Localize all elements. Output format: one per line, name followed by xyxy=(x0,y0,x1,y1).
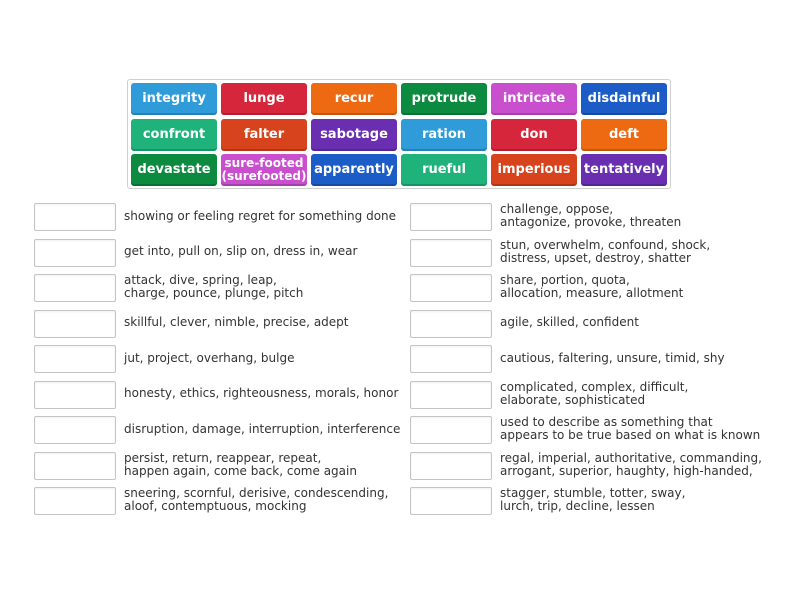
drop-target-box[interactable] xyxy=(410,203,492,231)
clue-text: sneering, scornful, derisive, condescending, aloof, contemptuous, mocking xyxy=(124,486,389,513)
clue-text: cautious, faltering, unsure, timid, shy xyxy=(500,350,725,365)
word-tile[interactable]: lunge xyxy=(221,83,307,115)
word-tile[interactable]: sabotage xyxy=(311,119,397,151)
word-tile[interactable]: rueful xyxy=(401,154,487,186)
clue-text: disruption, damage, interruption, interference xyxy=(124,421,401,436)
word-tile[interactable]: protrude xyxy=(401,83,487,115)
clue-text: persist, return, reappear, repeat, happen again, come back, come again xyxy=(124,450,357,478)
clue-text: share, portion, quota, allocation, measure, allotment xyxy=(500,273,684,300)
word-tile[interactable]: intricate xyxy=(491,83,577,115)
word-tile[interactable]: imperious xyxy=(491,154,577,186)
clue-text: agile, skilled, confident xyxy=(500,315,639,329)
word-tile[interactable]: falter xyxy=(221,119,307,151)
drop-target-box[interactable] xyxy=(410,274,492,302)
clue-text: regal, imperial, authoritative, commanding, arrogant, superior, haughty, high-handed, xyxy=(500,450,762,478)
word-tile[interactable]: ration xyxy=(401,119,487,151)
clue-text: attack, dive, spring, leap, charge, pounce, plunge, pitch xyxy=(124,273,304,300)
word-tile[interactable]: devastate xyxy=(131,154,217,186)
word-tile[interactable]: deft xyxy=(581,119,667,151)
clue-text: honesty, ethics, righteousness, morals, honor xyxy=(124,386,399,400)
word-tile[interactable]: disdainful xyxy=(581,83,667,115)
drop-target-box[interactable] xyxy=(34,487,116,515)
drop-target-box[interactable] xyxy=(34,310,116,338)
word-tile[interactable]: recur xyxy=(311,83,397,115)
clue-text: used to describe as something that appears to be true based on what is known xyxy=(500,415,761,442)
drop-target-box[interactable] xyxy=(34,239,116,267)
clue-text: stagger, stumble, totter, sway, lurch, trip, decline, lessen xyxy=(500,486,686,513)
drop-target-box[interactable] xyxy=(34,274,116,302)
word-tile[interactable]: apparently xyxy=(311,154,397,186)
clue-text: complicated, complex, difficult, elaborate, sophisticated xyxy=(500,379,689,407)
word-tile[interactable]: integrity xyxy=(131,83,217,115)
word-tile[interactable]: sure-footed (surefooted) xyxy=(221,154,307,186)
drop-target-box[interactable] xyxy=(34,345,116,373)
word-tile[interactable]: confront xyxy=(131,119,217,151)
drop-target-box[interactable] xyxy=(410,487,492,515)
word-tile[interactable]: tentatively xyxy=(581,154,667,186)
drop-target-box[interactable] xyxy=(410,381,492,409)
clue-text: stun, overwhelm, confound, shock, distress, upset, destroy, shatter xyxy=(500,237,711,265)
drop-target-box[interactable] xyxy=(34,452,116,480)
drop-target-box[interactable] xyxy=(34,416,116,444)
drop-target-box[interactable] xyxy=(410,345,492,373)
clue-text: jut, project, overhang, bulge xyxy=(124,350,295,365)
drop-target-box[interactable] xyxy=(410,452,492,480)
clue-text: get into, pull on, slip on, dress in, wear xyxy=(124,244,358,258)
word-tile[interactable]: don xyxy=(491,119,577,151)
drop-target-box[interactable] xyxy=(34,381,116,409)
drop-target-box[interactable] xyxy=(34,203,116,231)
drop-target-box[interactable] xyxy=(410,310,492,338)
clue-text: challenge, oppose, antagonize, provoke, threaten xyxy=(500,202,682,229)
clue-text: showing or feeling regret for something done xyxy=(124,208,397,223)
drop-target-box[interactable] xyxy=(410,416,492,444)
clue-text: skillful, clever, nimble, precise, adept xyxy=(124,315,349,329)
drop-target-box[interactable] xyxy=(410,239,492,267)
